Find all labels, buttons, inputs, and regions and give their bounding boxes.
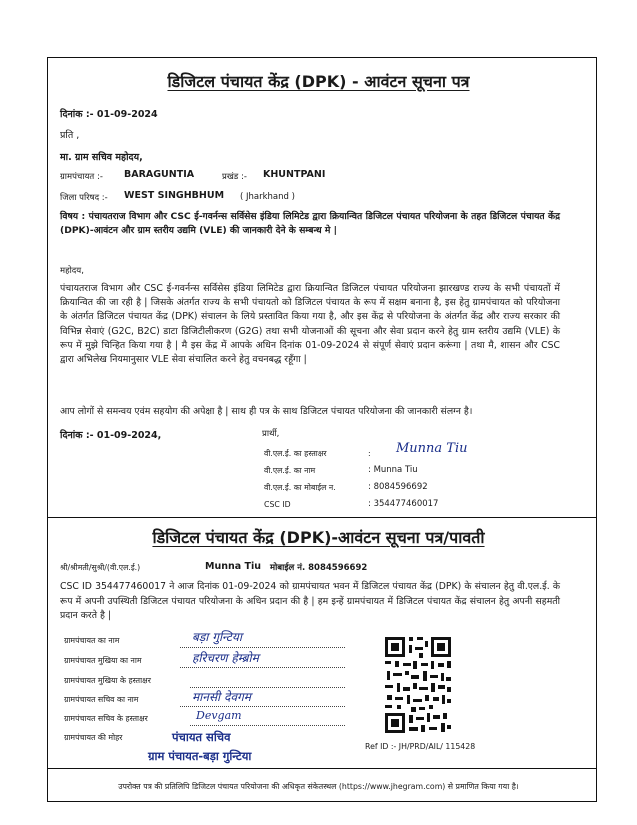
csc-id-label: CSC ID [264,500,291,509]
receipt-body: CSC ID 354477460017 ने आज दिनांक 01-09-2024 को ग्रामपंचायत भवन में डिजिटल पंचायत केंद्र (DPK) के संचालन हेतु वी.एल.ई. के रूप में अपनी उपस्थिती डिजिटल पंचायत परियोजना के अधिन प्रदान की है | हम इन्हें ग्रामपंचायत में डिजिटल पंचायत केंद्र संचालन हेतु अपनी सहमती प्रदान करते है | [60,581,560,621]
vle-name-value: : Munna Tiu [368,465,418,475]
field-label-sachiv-sign: ग्रामपंचायत सचिव के हस्ताक्षर [64,714,148,723]
receipt-name-prefix: श्री/श्रीमती/सुश्री/(वी.एल.ई.) [60,563,141,572]
field-line-mukhiya-name [180,667,345,668]
vle-sign-colon: : [368,449,371,458]
block-label: प्रखंड :- [222,172,247,182]
footer-divider [47,768,597,769]
field-value-sachiv-name: मानसी देवगम [192,690,251,704]
field-label-sachiv-name: ग्रामपंचायत सचिव का नाम [64,695,139,704]
qr-code-icon [383,635,453,735]
ref-id: Ref ID :- JH/PRD/AIL/ 115428 [365,742,476,751]
vle-sign-label: वी.एल.ई. का हस्ताक्षर [264,449,327,458]
field-label-mukhiya-name: ग्रामपंचायत मुखिया का नाम [64,656,142,665]
section-divider [47,517,597,518]
footer-note: उपरोक्त पत्र की प्रतिलिपि डिजिटल पंचायत परियोजना की अधिकृत संकेतस्थल (https://www.jhegram.com) से प्रमाणित किया गया है। [118,782,519,791]
letter-subject: विषय : पंचायतराज विभाग और CSC ई-गवर्नन्स सर्विसेस इंडिया लिमिटेड द्वारा क्रियान्वित डिजिटल पंचायत परियोजना के तहत डिजिटल पंचायत केंद्र (DPK)-आवंटन और ग्राम स्तरीय उद्यमि (VLE) की जानकारी देने के सम्बन्ध मे | [60,211,560,236]
field-line-gp-name [180,647,345,648]
field-value-sachiv-sign: Devgam [196,709,242,722]
field-value-mukhiya-name: हरिचरण हेम्ब्रोम [192,651,259,665]
field-label-mukhiya-sign: ग्रामपंचायत मुखिया के हस्ताक्षर [64,676,151,685]
field-label-gp-name: ग्रामपंचायत का नाम [64,636,120,645]
receipt-mobile: मोबाईल नं. 8084596692 [270,563,368,573]
stamp-line-1: पंचायत सचिव [172,730,231,744]
page-title: डिजिटल पंचायत केंद्र (DPK) - आवंटन सूचना पत्र [167,72,470,91]
csc-id-value: : 354477460017 [368,499,439,509]
vle-name-label: वी.एल.ई. का नाम [264,466,316,475]
receipt-vle-name: Munna Tiu [205,561,261,572]
gram-panchayat-label: ग्रामपंचायत :- [60,172,103,182]
vle-mobile-label: वी.एल.ई. का मोबाईल न. [264,483,336,492]
letter-date: दिनांक :- 01-09-2024 [60,109,158,120]
receipt-title: डिजिटल पंचायत केंद्र (DPK)-आवंटन सूचना पत्र/पावती [152,528,485,547]
vle-signature: Munna Tiu [396,441,468,456]
letter-date-2: दिनांक :- 01-09-2024, [60,430,162,441]
letter-body: पंचायतराज विभाग और CSC ई-गवर्नन्स सर्विसेस इंडिया लिमिटेड द्वारा क्रियान्वित डिजिटल पंचायत परियोजना झारखण्ड राज्य के सभी पंचायतों में क्रियान्वित की जा रही है | जिसके अंतर्गत राज्य के सभी पंचायतो को डिजिटल पंचायत के रूप में सक्षम बनाना है, इस हेतु ग्रामपंचायत को परियोजना के अंतर्गत डिजिटल पंचायत केंद्र (DPK) संचालन के लिये प्रस्तावित किया गया है, और इस केंद्र से परियोजना के अंतर्गत केंद्र और राज्य सरकार की विभिन्न सेवाएं (G2C, B2C) डाटा डिजिटीलीकरण (G2G) तथा सभी योजनाओं की सूचना और सेवा प्रदान करने हेतु ग्राम स्तरीय उद्यमि (VLE) के रूप में मुझे चिन्हित किया गया है | मै इस केंद्र में आपके अधिन दिनांक 01-09-2024 से संपूर्ण सेवाएं प्रदान करूंगा | तथा मै, शासन और CSC द्वारा अभिलेख नियमानुसार VLE सेवा संचालित करने हेतु वचनबद्ध रहूँगा | [60,283,560,366]
field-line-sachiv-sign [190,725,345,726]
district-value: WEST SINGHBHUM [124,190,225,201]
prarthi: प्रार्थी, [262,429,280,439]
stamp-line-2: ग्राम पंचायत-बड़ा गुन्टिया [148,749,252,763]
letter-prati: प्रति , [60,130,80,141]
field-value-gp-name: बड़ा गुन्टिया [192,630,242,644]
salutation: महोदय, [60,266,84,276]
field-label-gp-stamp: ग्रामपंचायत की मोहर [64,733,123,742]
district-state: ( Jharkhand ) [240,192,295,202]
vle-mobile-value: : 8084596692 [368,482,428,492]
letter-closing: आप लोगों से समन्वय एवंम सहयोग की अपेक्षा है | साथ ही पत्र के साथ डिजिटल पंचायत परियोजना की जानकारी संलग्न है। [60,406,473,417]
letter-addressee: मा. ग्राम सचिव महोदय, [60,152,143,163]
gram-panchayat-value: BARAGUNTIA [124,169,195,180]
field-line-sachiv-name [180,706,345,707]
block-value: KHUNTPANI [263,169,326,180]
district-label: जिला परिषद :- [60,193,108,203]
